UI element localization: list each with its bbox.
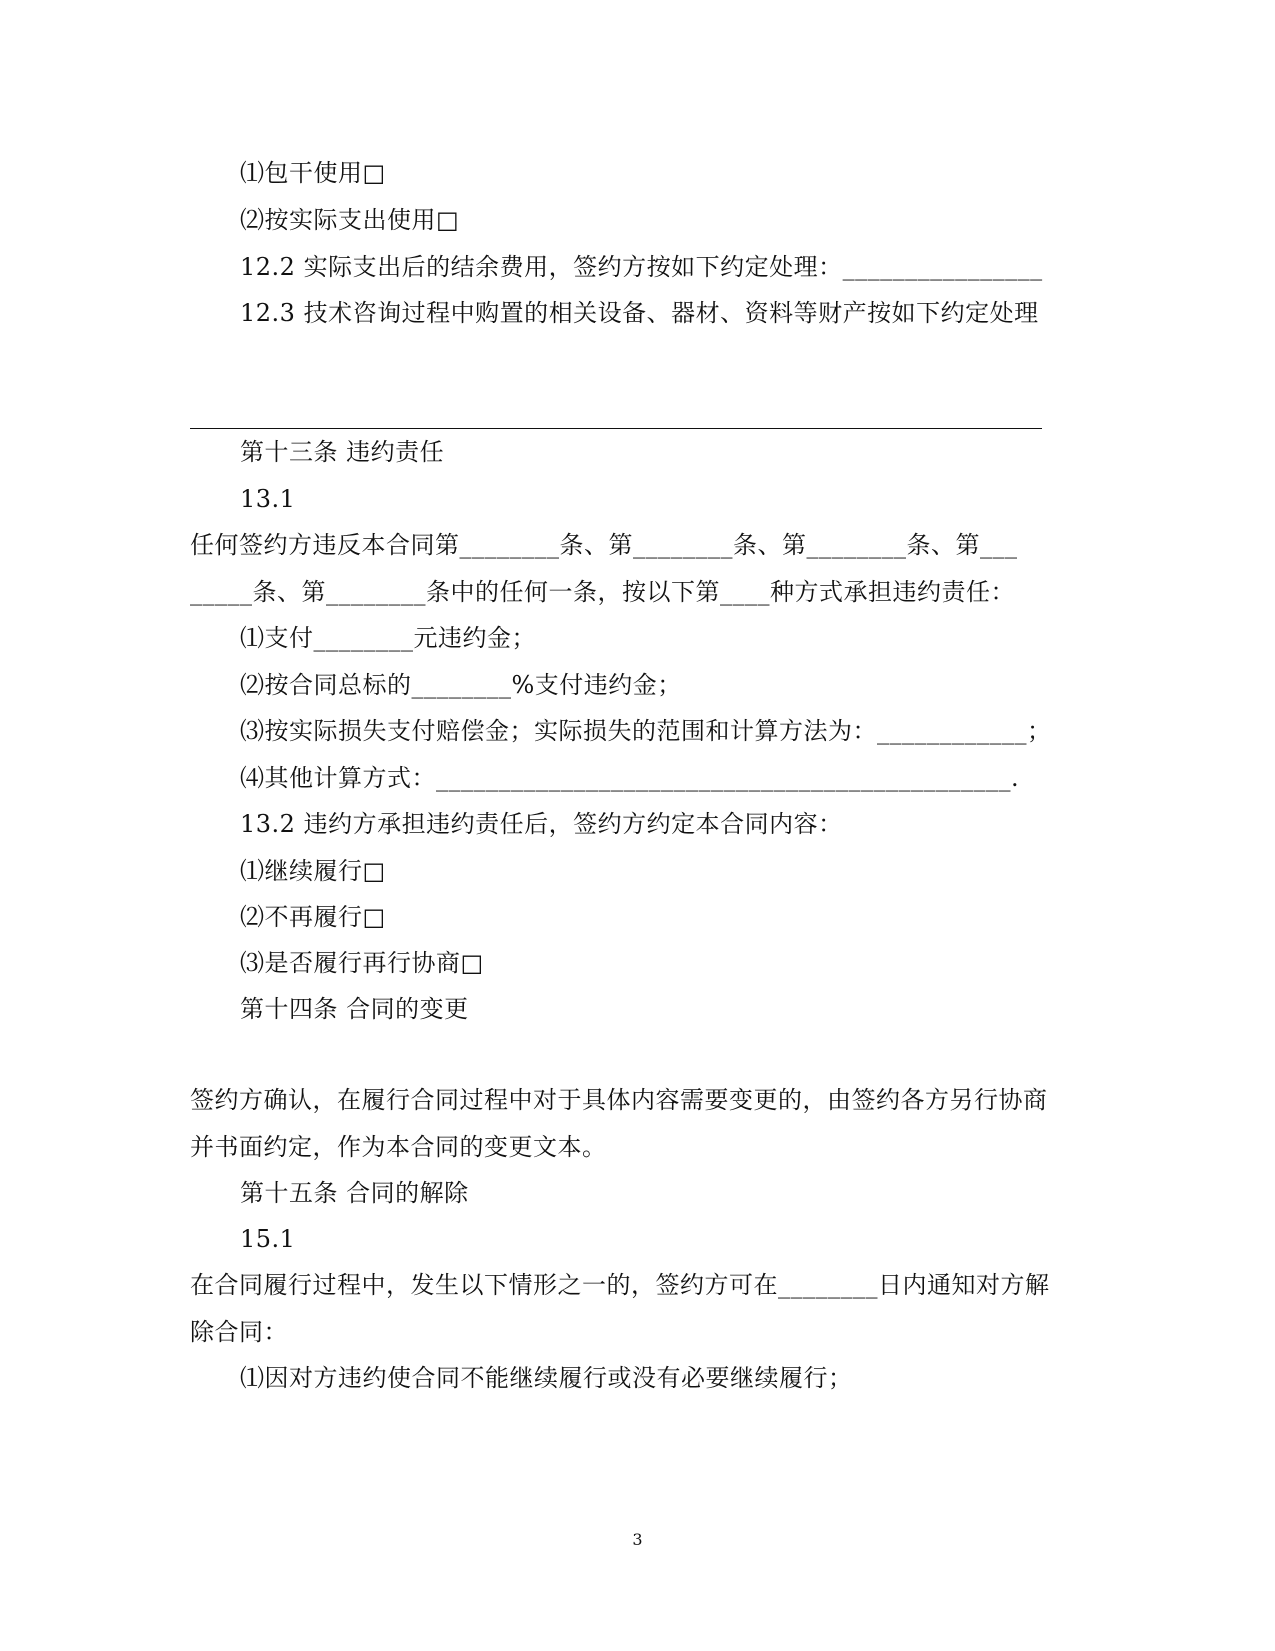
clause-15-1-number: 15.1 [240, 1225, 296, 1253]
clause-13-1-text-line1: 任何签约方违反本合同第________条、第________条、第________条、第___ [190, 531, 1018, 559]
item-actual-loss: ⑶按实际损失支付赔偿金；实际损失的范围和计算方法为：____________； [240, 717, 1052, 745]
article-13-heading: 第十三条 违约责任 [240, 438, 445, 466]
page-number: 3 [632, 1530, 643, 1549]
item-lump-sum: ⑴包干使用□ [240, 159, 386, 187]
clause-15-1-text-line2: 除合同： [190, 1318, 288, 1346]
article-14-heading: 第十四条 合同的变更 [240, 995, 469, 1023]
article-14-text-line1: 签约方确认，在履行合同过程中对于具体内容需要变更的，由签约各方另行协商 [190, 1086, 1048, 1114]
clause-12-2: 12.2 实际支出后的结余费用，签约方按如下约定处理：________________ [240, 253, 1043, 281]
item-continue: ⑴继续履行□ [240, 857, 386, 885]
clause-13-2: 13.2 违约方承担违约责任后，签约方约定本合同内容： [240, 810, 843, 838]
item-actual-expense: ⑵按实际支出使用□ [240, 206, 460, 234]
blank-line [190, 428, 1042, 429]
item-breach-termination: ⑴因对方违约使合同不能继续履行或没有必要继续履行； [240, 1364, 853, 1392]
article-14-text-line2: 并书面约定，作为本合同的变更文本。 [190, 1133, 607, 1161]
item-other-method: ⑷其他计算方式：______________________________________________. [240, 764, 1020, 792]
article-15-heading: 第十五条 合同的解除 [240, 1179, 469, 1207]
clause-13-1-number: 13.1 [240, 485, 296, 513]
item-no-longer: ⑵不再履行□ [240, 903, 386, 931]
clause-13-1-text-line2: _____条、第________条中的任何一条，按以下第____种方式承担违约责任： [190, 578, 1015, 606]
item-negotiate: ⑶是否履行再行协商□ [240, 949, 484, 977]
clause-12-3: 12.3 技术咨询过程中购置的相关设备、器材、资料等财产按如下约定处理 [240, 299, 1039, 327]
item-penalty-percent: ⑵按合同总标的________%支付违约金； [240, 671, 682, 699]
clause-15-1-text-line1: 在合同履行过程中，发生以下情形之一的，签约方可在________日内通知对方解 [190, 1271, 1050, 1299]
item-penalty-amount: ⑴支付________元违约金； [240, 624, 536, 652]
